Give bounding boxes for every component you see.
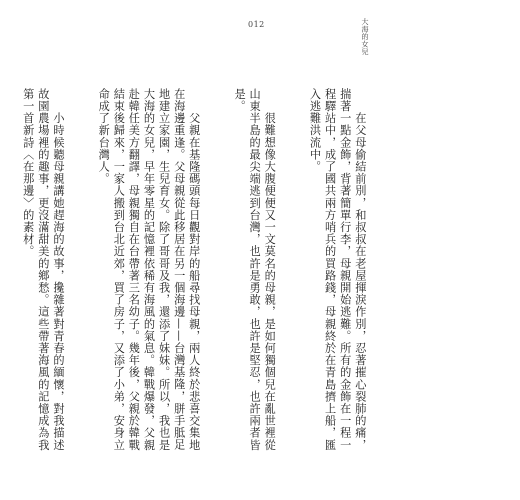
page-number: 012 bbox=[248, 20, 265, 29]
running-head: 大海的女兒 bbox=[361, 18, 369, 56]
paragraph: 父親在基隆碼頭每日觀對岸的船尋找母親，兩人終於悲喜交集地在海邊重逢。父母親從此移居在另一個海邊——台灣基隆，胼手胝足地建立家園，生兒育女。除了哥哥及我，還添了妹妹。所以，我也是大海的女兒，早年零星的記憶裡依稀有海風的氣息。韓戰爆發，父親赴韓任美方翻譯，母親獨自在台帶著三名幼子。幾年後，父親於韓戰結束後歸來，一家人搬到台北近郊，買了房子，又添了小弟，安身立命成了新台灣人。 bbox=[97, 88, 201, 451]
paragraph: 很難想像大腹便便又一文莫名的母親，是如何獨個兒在亂世裡從山東半島的最尖端逃到台灣，也許是勇敢，也許是堅忍，也許兩者皆是。 bbox=[233, 88, 277, 451]
vertical-body-text bbox=[21, 88, 398, 458]
paragraph: 在父母偷結前別，和叔叔在老屋揮淚作別，忍著摧心裂肺的痛，揣著一點金飾，背著簡單行李，母親開始逃難。所有的金飾在一程一程驛站中，成了國共兩方哨兵的買路錢，母親終於在青島擠上船，匯入逃難洪流中。 bbox=[308, 88, 367, 451]
paragraph: 小時候聽母親講她趕海的故事，攙雜著對青春的緬懷，對我描述故園農場裡的趣事，更沒滿甜美的鄉愁。這些帶著海風的記憶成為我第一首新詩〈在那邊〉的素材。 bbox=[21, 88, 65, 451]
